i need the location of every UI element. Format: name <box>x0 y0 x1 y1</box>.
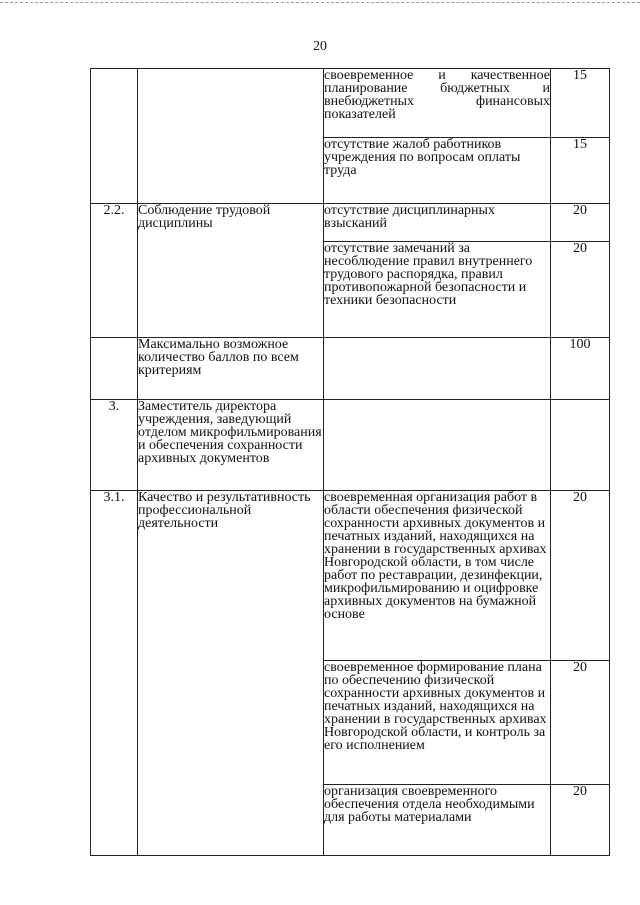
points-cell: 20 <box>551 204 610 242</box>
indicator-cell: отсутствие дисциплинарных взысканий <box>324 204 551 242</box>
indicator-cell: организация своевременного обеспечения отдела необходимыми для работы материалами <box>324 785 551 856</box>
row-number-cell: 2.2. <box>91 204 138 338</box>
row-number-cell: 3. <box>91 400 138 491</box>
row-number-cell <box>91 69 138 204</box>
indicator-cell: своевременное формирование плана по обеспечению физической сохранности архивных документов и печатных изданий, находящихся на хранении в государственных архивах Новгородской области, и контроль за его исполнением <box>324 661 551 785</box>
points-cell: 20 <box>551 491 610 661</box>
row-number-cell: 3.1. <box>91 491 138 856</box>
criteria-table <box>90 68 610 856</box>
points-cell: 20 <box>551 785 610 856</box>
criterion-cell: Максимально возможное количество баллов по всем критериям <box>138 338 324 400</box>
criterion-cell: Соблюдение трудовой дисциплины <box>138 204 324 338</box>
table-row <box>91 69 610 138</box>
table-row <box>91 491 610 661</box>
page-number: 20 <box>313 39 327 54</box>
indicator-cell: отсутствие жалоб работников учреждения по вопросам оплаты труда <box>324 138 551 204</box>
criterion-cell <box>138 69 324 204</box>
table-row <box>91 338 610 400</box>
indicator-cell <box>324 400 551 491</box>
points-cell: 20 <box>551 242 610 338</box>
points-cell: 15 <box>551 138 610 204</box>
points-cell: 100 <box>551 338 610 400</box>
indicator-cell <box>324 338 551 400</box>
table-row <box>91 204 610 242</box>
criterion-cell: Заместитель директора учреждения, заведующий отделом микрофильмирования и обеспечения сохранности архивных документов <box>138 400 324 491</box>
indicator-cell: отсутствие замечаний за несоблюдение правил внутреннего трудового распорядка, правил противопожарной безопасности и техники безопасности <box>324 242 551 338</box>
points-cell: 15 <box>551 69 610 138</box>
scan-edge-line <box>0 2 640 3</box>
indicator-cell: своевременное и качественное планирование бюджетных и внебюджетных финансовых показателей <box>324 69 551 138</box>
row-number-cell <box>91 338 138 400</box>
table-row <box>91 400 610 491</box>
criterion-cell: Качество и результативность профессиональной деятельности <box>138 491 324 856</box>
indicator-cell: своевременная организация работ в области обеспечения физической сохранности архивных документов и печатных изданий, находящихся на хранении в государственных архивах Новгородской области, в том числе работ по реставрации, дезинфекции, микрофильмированию и оцифровке архивных документов на бумажной основе <box>324 491 551 661</box>
points-cell: 20 <box>551 661 610 785</box>
points-cell <box>551 400 610 491</box>
